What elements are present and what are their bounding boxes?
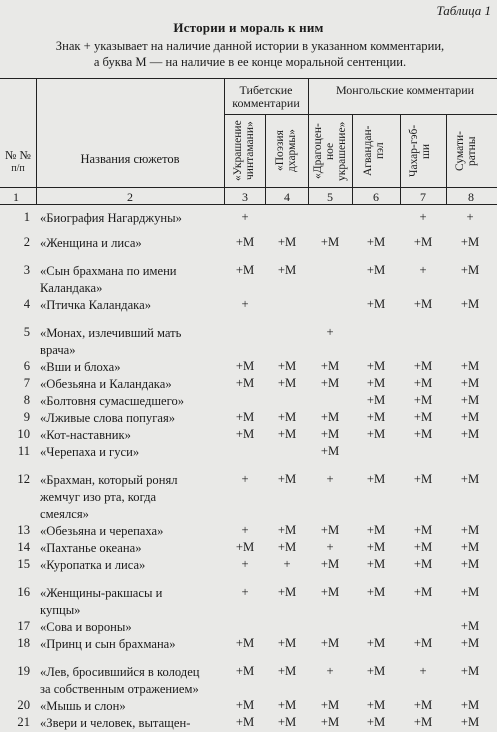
row-number: 13	[17, 523, 30, 537]
row-number: 4	[23, 297, 30, 311]
mark-cell-col-7: +	[419, 263, 427, 277]
story-name-line: «Болтовня сумасшедшего»	[40, 394, 185, 408]
story-name-line: «Вши и блоха»	[40, 360, 121, 374]
mark-cell-col-3: +	[241, 585, 249, 599]
story-name-line: Каландака»	[40, 281, 103, 295]
story-name	[40, 444, 224, 461]
col-number-4: 4	[284, 190, 290, 204]
row-number: 2	[23, 235, 30, 249]
mark-cell-col-4: +М	[277, 664, 297, 678]
story-name-line: «Звери и человек, вытащен-	[40, 716, 191, 730]
row-number: 9	[23, 410, 30, 424]
mark-cell-col-8: +М	[460, 472, 480, 486]
mark-cell-col-7: +М	[413, 393, 433, 407]
mark-cell-col-3: +М	[235, 540, 255, 554]
story-name	[40, 619, 224, 636]
mark-cell-col-8: +М	[460, 376, 480, 390]
row-number: 20	[17, 698, 30, 712]
mark-cell-col-8: +М	[460, 664, 480, 678]
header-number-label: № №	[5, 148, 31, 162]
mark-cell-col-5: +	[326, 325, 334, 339]
mark-cell-col-8: +	[466, 210, 474, 224]
row-number: 3	[23, 263, 30, 277]
mark-cell-col-7: +М	[413, 715, 433, 729]
note-line-1: Знак + указывает на наличие данной истории в указанном комментарии,	[55, 39, 445, 53]
story-name-line: врача»	[40, 343, 76, 357]
mark-cell-col-4: +М	[277, 410, 297, 424]
mark-cell-col-3: +	[241, 297, 249, 311]
story-name-line: «Птичка Каландака»	[40, 298, 151, 312]
mark-cell-col-5: +М	[320, 585, 340, 599]
story-name	[40, 698, 224, 715]
story-name	[40, 585, 224, 619]
story-name	[40, 393, 224, 410]
story-name	[40, 263, 224, 297]
mark-cell-col-5: +М	[320, 636, 340, 650]
mark-cell-col-6: +М	[366, 472, 386, 486]
header-col-5: «Драгоцен-ное украшение»	[312, 121, 348, 181]
rule-v-2	[224, 78, 225, 204]
mark-cell-col-8: +М	[460, 297, 480, 311]
rule-header-bottom	[0, 187, 497, 188]
mark-cell-col-6: +М	[366, 585, 386, 599]
story-name	[40, 557, 224, 574]
mark-cell-col-3: +	[241, 210, 249, 224]
mark-cell-col-5: +М	[320, 359, 340, 373]
col-number-1: 1	[13, 190, 19, 204]
mark-cell-col-6: +М	[366, 410, 386, 424]
rule-v-3	[265, 114, 266, 204]
header-number-sub: п/п	[11, 163, 25, 174]
mark-cell-col-4: +М	[277, 540, 297, 554]
story-name	[40, 715, 224, 732]
mark-cell-col-4: +М	[277, 235, 297, 249]
mark-cell-col-3: +	[241, 557, 249, 571]
mark-cell-col-8: +М	[460, 636, 480, 650]
mark-cell-col-3: +М	[235, 359, 255, 373]
mark-cell-col-3: +	[241, 523, 249, 537]
mark-cell-col-4: +М	[277, 427, 297, 441]
mark-cell-col-7: +М	[413, 636, 433, 650]
mark-cell-col-8: +М	[460, 540, 480, 554]
mark-cell-col-5: +М	[320, 376, 340, 390]
mark-cell-col-6: +М	[366, 715, 386, 729]
row-number: 14	[17, 540, 30, 554]
rule-v-7	[446, 114, 447, 204]
mark-cell-col-3: +М	[235, 715, 255, 729]
row-number: 7	[23, 376, 30, 390]
mark-cell-col-6: +М	[366, 540, 386, 554]
story-name-line: «Монах, излечивший мать	[40, 326, 182, 340]
row-number: 8	[23, 393, 30, 407]
story-name-line: «Кот-наставник»	[40, 428, 131, 442]
mark-cell-col-8: +М	[460, 359, 480, 373]
story-name	[40, 636, 224, 653]
story-name-line: «Сова и вороны»	[40, 620, 132, 634]
mark-cell-col-7: +М	[413, 557, 433, 571]
mark-cell-col-8: +М	[460, 715, 480, 729]
story-name-line: жемчуг изо рта, когда	[40, 490, 157, 504]
story-name-line: «Женщины-ракшасы и	[40, 586, 163, 600]
mark-cell-col-5: +М	[320, 698, 340, 712]
col-number-7: 7	[420, 190, 426, 204]
mark-cell-col-5: +	[326, 472, 334, 486]
row-number: 6	[23, 359, 30, 373]
col-number-6: 6	[373, 190, 379, 204]
mark-cell-col-7: +М	[413, 376, 433, 390]
col-number-8: 8	[468, 190, 474, 204]
mark-cell-col-8: +М	[460, 235, 480, 249]
mark-cell-col-7: +М	[413, 472, 433, 486]
mark-cell-col-5: +М	[320, 715, 340, 729]
story-name-line: «Сын брахмана по имени	[40, 264, 177, 278]
mark-cell-col-4: +М	[277, 359, 297, 373]
row-number: 21	[17, 715, 30, 729]
rule-top	[0, 78, 497, 79]
mark-cell-col-7: +М	[413, 427, 433, 441]
story-name-line: «Лживые слова попугая»	[40, 411, 176, 425]
row-number: 5	[23, 325, 30, 339]
mark-cell-col-7: +М	[413, 297, 433, 311]
mark-cell-col-5: +М	[320, 523, 340, 537]
story-name	[40, 523, 224, 540]
col-number-3: 3	[242, 190, 248, 204]
mark-cell-col-6: +М	[366, 235, 386, 249]
rule-v-1	[36, 78, 37, 204]
mark-cell-col-5: +М	[320, 235, 340, 249]
header-story-names: Названия сюжетов	[80, 152, 180, 166]
mark-cell-col-8: +М	[460, 619, 480, 633]
story-name-line: «Мышь и слон»	[40, 699, 126, 713]
mark-cell-col-3: +М	[235, 698, 255, 712]
story-name-line: «Брахман, который ронял	[40, 473, 178, 487]
mark-cell-col-4: +М	[277, 376, 297, 390]
mark-cell-col-7: +М	[413, 523, 433, 537]
story-name-line: «Биография Нагарджуны»	[40, 211, 182, 225]
mark-cell-col-4: +М	[277, 636, 297, 650]
mark-cell-col-7: +М	[413, 585, 433, 599]
mark-cell-col-6: +М	[366, 359, 386, 373]
mark-cell-col-8: +М	[460, 427, 480, 441]
mark-cell-col-6: +М	[366, 376, 386, 390]
mark-cell-col-8: +М	[460, 263, 480, 277]
mark-cell-col-5: +М	[320, 410, 340, 424]
story-name	[40, 664, 224, 698]
story-name-line: «Лев, бросившийся в колодец	[40, 665, 200, 679]
story-name	[40, 325, 224, 359]
mark-cell-col-6: +М	[366, 297, 386, 311]
mark-cell-col-4: +М	[277, 698, 297, 712]
row-number: 17	[17, 619, 30, 633]
story-name-line: «Принц и сын брахмана»	[40, 637, 176, 651]
mark-cell-col-7: +М	[413, 410, 433, 424]
mark-cell-col-7: +	[419, 210, 427, 224]
story-name-line: «Обезьяна и Каландака»	[40, 377, 172, 391]
story-name	[40, 410, 224, 427]
mark-cell-col-4: +М	[277, 472, 297, 486]
row-number: 11	[17, 444, 30, 458]
mark-cell-col-8: +М	[460, 698, 480, 712]
mark-cell-col-3: +М	[235, 376, 255, 390]
note-line-2: а буква М — на наличие в ее конце моральной сентенции.	[93, 55, 407, 69]
story-name-line: «Черепаха и гуси»	[40, 445, 140, 459]
rule-v-4	[308, 78, 309, 204]
mark-cell-col-8: +М	[460, 585, 480, 599]
mark-cell-col-7: +М	[413, 359, 433, 373]
story-name	[40, 427, 224, 444]
story-name-line: купцы»	[40, 603, 81, 617]
row-number: 15	[17, 557, 30, 571]
mark-cell-col-6: +М	[366, 523, 386, 537]
mark-cell-col-6: +М	[366, 636, 386, 650]
mark-cell-col-6: +М	[366, 664, 386, 678]
header-col-8: Сумати-ратны	[454, 131, 478, 171]
story-name	[40, 376, 224, 393]
col-number-2: 2	[127, 190, 133, 204]
story-name-line: смеялся»	[40, 507, 89, 521]
table-note	[30, 38, 470, 70]
mark-cell-col-5: +М	[320, 427, 340, 441]
header-col-4: «Поэзия дхармы»	[274, 129, 298, 173]
mark-cell-col-5: +	[326, 664, 334, 678]
mark-cell-col-3: +М	[235, 636, 255, 650]
story-name-line: «Обезьяна и черепаха»	[40, 524, 164, 538]
mark-cell-col-4: +	[283, 557, 291, 571]
story-name	[40, 359, 224, 376]
header-group-tibetan: Тибетские комментарии	[232, 83, 300, 110]
story-name-line: «Пахтанье океана»	[40, 541, 142, 555]
story-name-line: «Куропатка и лиса»	[40, 558, 146, 572]
mark-cell-col-7: +М	[413, 235, 433, 249]
table-title: Истории и мораль к ним	[173, 20, 324, 35]
mark-cell-col-8: +М	[460, 393, 480, 407]
header-group-mongol: Монгольские комментарии	[335, 83, 475, 97]
row-number: 10	[17, 427, 30, 441]
mark-cell-col-3: +	[241, 472, 249, 486]
mark-cell-col-3: +М	[235, 235, 255, 249]
header-col-3: «Украшение чинтамани»	[232, 120, 256, 182]
mark-cell-col-5: +	[326, 540, 334, 554]
story-name	[40, 472, 224, 523]
mark-cell-col-7: +М	[413, 540, 433, 554]
row-number: 18	[17, 636, 30, 650]
row-number: 1	[23, 210, 30, 224]
mark-cell-col-6: +М	[366, 557, 386, 571]
row-number: 19	[17, 664, 30, 678]
row-number: 12	[17, 472, 30, 486]
mark-cell-col-4: +М	[277, 523, 297, 537]
mark-cell-col-3: +М	[235, 427, 255, 441]
story-name-line: «Женщина и лиса»	[40, 236, 142, 250]
mark-cell-col-8: +М	[460, 523, 480, 537]
mark-cell-col-6: +М	[366, 263, 386, 277]
rule-v-6	[400, 114, 401, 204]
mark-cell-col-6: +М	[366, 427, 386, 441]
story-name	[40, 235, 224, 252]
col-number-5: 5	[327, 190, 333, 204]
story-name	[40, 297, 224, 314]
story-name-line: за собственным отражением»	[40, 682, 199, 696]
mark-cell-col-4: +М	[277, 715, 297, 729]
mark-cell-col-6: +М	[366, 393, 386, 407]
story-name	[40, 540, 224, 557]
story-name	[40, 210, 224, 227]
header-number	[4, 148, 32, 176]
mark-cell-col-3: +М	[235, 664, 255, 678]
mark-cell-col-3: +М	[235, 263, 255, 277]
table-label: Таблица 1	[436, 3, 491, 18]
row-number: 16	[17, 585, 30, 599]
mark-cell-col-6: +М	[366, 698, 386, 712]
mark-cell-col-8: +М	[460, 557, 480, 571]
header-col-7: Чахар-гэб-ши	[408, 124, 432, 178]
mark-cell-col-4: +М	[277, 263, 297, 277]
mark-cell-col-4: +М	[277, 585, 297, 599]
mark-cell-col-7: +М	[413, 698, 433, 712]
rule-v-5	[352, 114, 353, 204]
mark-cell-col-7: +	[419, 664, 427, 678]
header-col-6: Агвандан-пэл	[362, 125, 386, 177]
mark-cell-col-5: +М	[320, 557, 340, 571]
mark-cell-col-5: +М	[320, 444, 340, 458]
mark-cell-col-3: +М	[235, 410, 255, 424]
mark-cell-col-8: +М	[460, 410, 480, 424]
